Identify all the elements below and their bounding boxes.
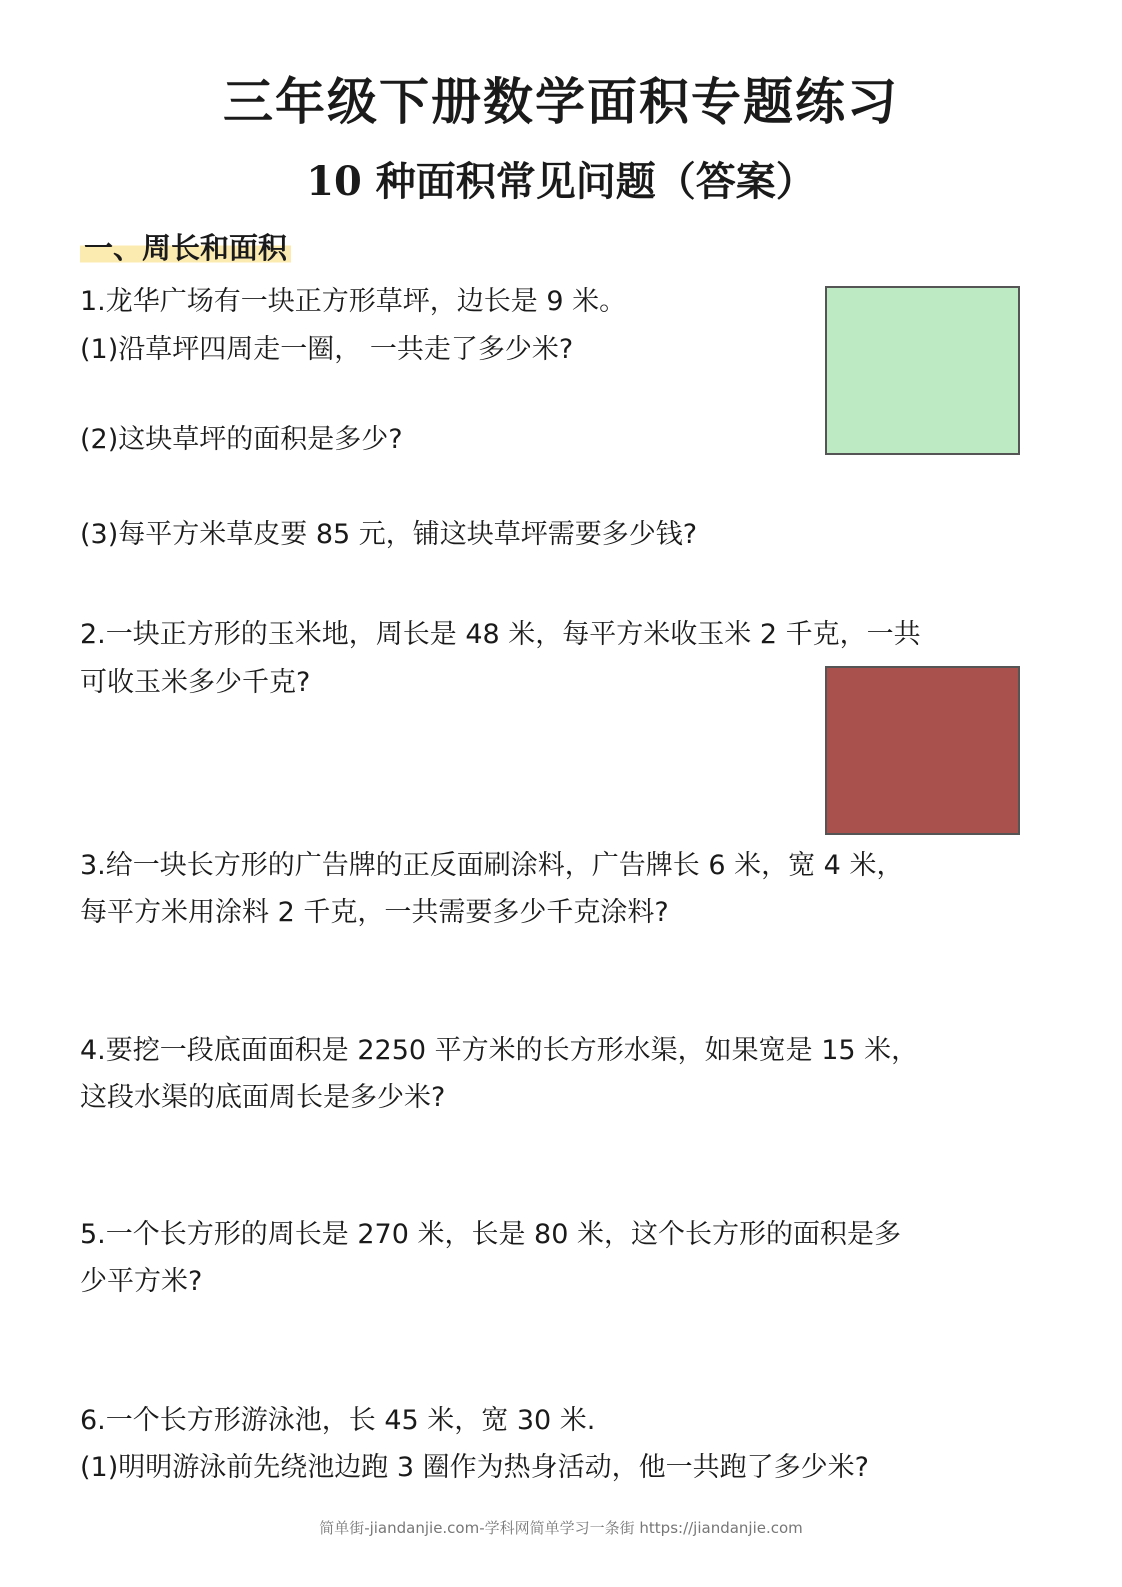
q1-sub3: (3)每平方米草皮要 85 元，铺这块草坪需要多少钱? <box>80 519 698 550</box>
q1-line1: 1.龙华广场有一块正方形草坪，边长是 9 米。 <box>80 286 627 317</box>
q1-sub2: (2)这块草坪的面积是多少? <box>80 424 403 455</box>
q4-line2: 这段水渠的底面周长是多少米? <box>80 1082 446 1113</box>
section-heading-text: 一、周长和面积 <box>80 231 291 265</box>
q6-line1: 6.一个长方形游泳池，长 45 米，宽 30 米. <box>80 1405 596 1436</box>
q2-line1: 2.一块正方形的玉米地，周长是 48 米，每平方米收玉米 2 千克，一共 <box>80 619 921 650</box>
q2-line2: 可收玉米多少千克? <box>80 667 311 698</box>
q4-line1: 4.要挖一段底面面积是 2250 平方米的长方形水渠，如果宽是 15 米， <box>80 1035 919 1066</box>
section-heading <box>80 226 291 267</box>
q1-sub1: (1)沿草坪四周走一圈， 一共走了多少米? <box>80 334 574 365</box>
q3-line2: 每平方米用涂料 2 千克，一共需要多少千克涂料? <box>80 897 669 928</box>
green-square-figure <box>825 286 1020 455</box>
red-square-figure <box>825 666 1020 835</box>
footer-watermark: 简单街-jiandanjie.com-学科网简单学习一条街 https://jiandanjie.com <box>319 1519 803 1537</box>
page-title: 三年级下册数学面积专题练习 <box>223 72 899 131</box>
page-subtitle: 10 种面积常见问题（答案） <box>306 158 816 205</box>
q5-line1: 5.一个长方形的周长是 270 米，长是 80 米，这个长方形的面积是多 <box>80 1219 901 1250</box>
q3-line1: 3.给一块长方形的广告牌的正反面刷涂料，广告牌长 6 米，宽 4 米， <box>80 850 904 881</box>
q5-line2: 少平方米? <box>80 1266 203 1297</box>
q6-sub1: (1)明明游泳前先绕池边跑 3 圈作为热身活动，他一共跑了多少米? <box>80 1452 869 1483</box>
